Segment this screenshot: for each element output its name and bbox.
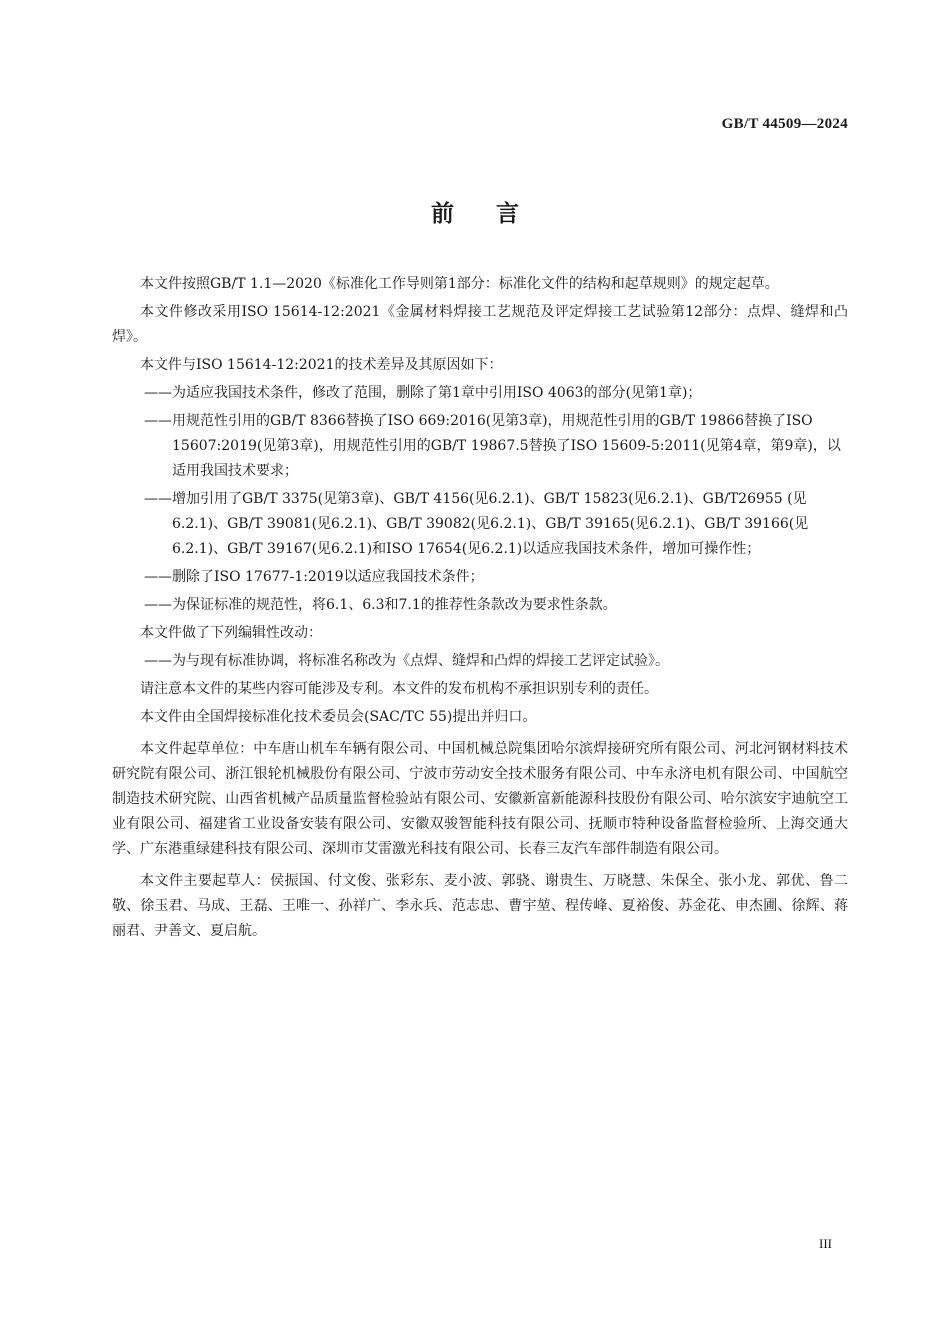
list-item-name-change: ——为与现有标准协调，将标准名称改为《点焊、缝焊和凸焊的焊接工艺评定试验》。	[144, 653, 669, 669]
paragraph-editorial-intro: 本文件做了下列编辑性改动：	[140, 625, 322, 641]
list-item-added-references: ——增加引用了GB/T 3375(见第3章)、GB/T 4156(见6.2.1)、GB/T 15823(见6.2.1)、GB/T26955 (见6.2.1)、GB/T 39081(见6.2.1)、GB/T 39082(见6.2.1)、GB/T 39165(见6.2.1)、GB/T 39166(见6.2.1)、GB/T 39167(见6.2.1)和ISO 17654(见6.2.1)以适应我国技术条件，增加可操作性；	[144, 491, 809, 557]
list-item-reference-replacement: ——用规范性引用的GB/T 8366替换了ISO 669:2016(见第3章)，用规范性引用的GB/T 19866替换了ISO 15607:2019(见第3章)，用规范性引用的GB/T 19867.5替换了ISO 15609-5:2011(见第4章，第9章)，以适用我国技术要求；	[144, 413, 841, 479]
paragraph-drafters: 本文件主要起草人：侯振国、付文俊、张彩东、麦小波、郭骁、谢贵生、万晓慧、朱保全、张小龙、郭优、鲁二敬、徐玉君、马成、王磊、王唯一、孙祥广、李永兵、范志忠、曹宇堃、程传峰、夏裕俊、苏金花、申杰圃、徐辉、蒋丽君、尹善文、夏启航。	[112, 873, 848, 939]
page-title: 前言	[431, 201, 561, 227]
paragraph-differences-intro: 本文件与ISO 15614-12:2021的技术差异及其原因如下：	[140, 357, 503, 373]
list-item-clause-change: ——为保证标准的规范性，将6.1、6.3和7.1的推荐性条款改为要求性条款。	[144, 597, 617, 613]
standard-number: GB/T 44509—2024	[721, 116, 848, 132]
paragraph-adoption: 本文件修改采用ISO 15614-12:2021《金属材料焊接工艺规范及评定焊接工艺试验第12部分：点焊、缝焊和凸焊》。	[112, 304, 848, 345]
list-item-scope-change: ——为适应我国技术条件，修改了范围，删除了第1章中引用ISO 4063的部分(见第1章)；	[144, 385, 702, 401]
list-item-deleted-reference: ——删除了ISO 17677-1:2019以适应我国技术条件；	[144, 569, 484, 585]
paragraph-drafting-rules: 本文件按照GB/T 1.1—2020《标准化工作导则第1部分：标准化文件的结构和起草规则》的规定起草。	[140, 276, 779, 292]
page-number: III	[819, 1236, 832, 1251]
paragraph-proposer: 本文件由全国焊接标准化技术委员会(SAC/TC 55)提出并归口。	[140, 709, 537, 725]
paragraph-patent-notice: 请注意本文件的某些内容可能涉及专利。本文件的发布机构不承担识别专利的责任。	[140, 681, 658, 697]
paragraph-drafting-units: 本文件起草单位：中车唐山机车车辆有限公司、中国机械总院集团哈尔滨焊接研究所有限公司、河北河钢材料技术研究院有限公司、浙江银轮机械股份有限公司、宁波市劳动安全技术服务有限公司、中车永济电机有限公司、中国航空制造技术研究院、山西省机械产品质量监督检验站有限公司、安徽新富新能源科技股份有限公司、哈尔滨安宇迪航空工业有限公司、福建省工业设备安装有限公司、安徽双骏智能科技有限公司、抚顺市特种设备监督检验所、上海交通大学、广东港重绿建科技有限公司、深圳市艾雷激光科技有限公司、长春三友汽车部件制造有限公司。	[112, 741, 848, 857]
foreword-body	[112, 272, 848, 947]
